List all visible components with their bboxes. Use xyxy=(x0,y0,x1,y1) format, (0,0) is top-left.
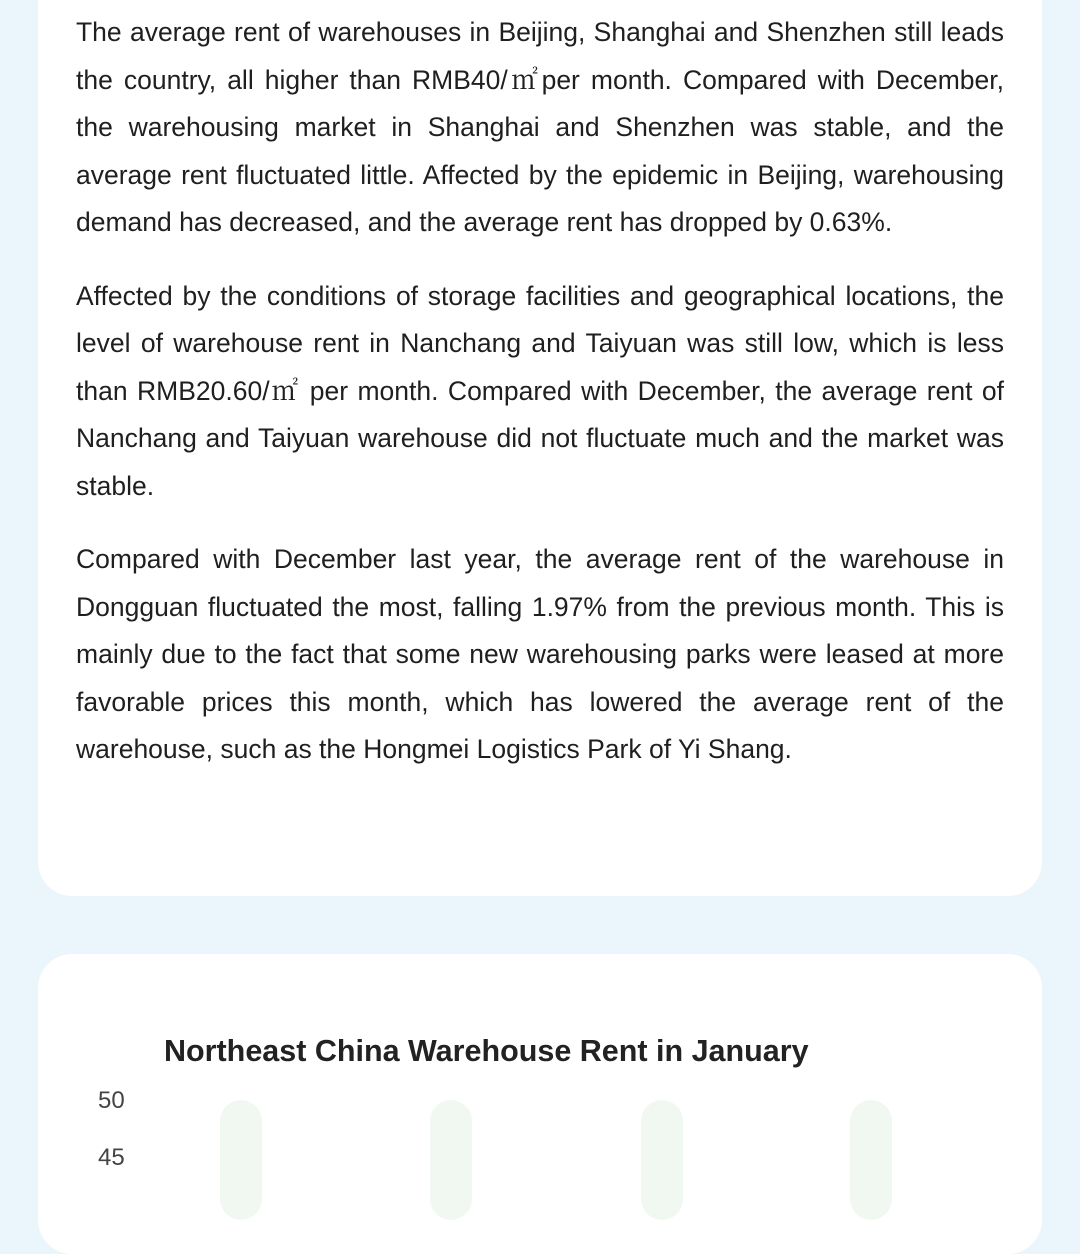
chart-bar-background xyxy=(430,1100,472,1220)
chart-bar-background xyxy=(220,1100,262,1220)
chart-bar-background xyxy=(641,1100,683,1220)
chart-title: Northeast China Warehouse Rent in January xyxy=(164,1034,809,1068)
paragraph-nanchang-taiyuan: Affected by the conditions of storage facilities and geographical locations, the level of warehouse rent in Nanchang and Taiyuan was still low, which is less than RMB20.60/㎡ per month. Compared with December, the average rent of Nanchang and Taiyuan warehouse did not fluctuate much and the market was stable. xyxy=(76,280,1004,501)
chart-bar-background xyxy=(850,1100,892,1220)
chart-card xyxy=(38,954,1042,1254)
article-body xyxy=(76,9,1004,800)
y-tick-label: 50 xyxy=(98,1087,125,1114)
paragraph-beijing-shanghai-shenzhen: The average rent of warehouses in Beijing, Shanghai and Shenzhen still leads the country, all higher than RMB40/㎡per month. Compared with December, the warehousing market in Shanghai and Shenzhen was stable, and the average rent fluctuated little. Affected by the epidemic in Beijing, warehousing demand has decreased, and the average rent has dropped by 0.63%. xyxy=(76,17,1004,237)
y-tick-label: 45 xyxy=(98,1144,125,1171)
paragraph-dongguan: Compared with December last year, the average rent of the warehouse in Dongguan fluctuated the most, falling 1.97% from the previous month. This is mainly due to the fact that some new warehousing parks were leased at more favorable prices this month, which has lowered the average rent of the warehouse, such as the Hongmei Logistics Park of Yi Shang. xyxy=(76,544,1004,764)
